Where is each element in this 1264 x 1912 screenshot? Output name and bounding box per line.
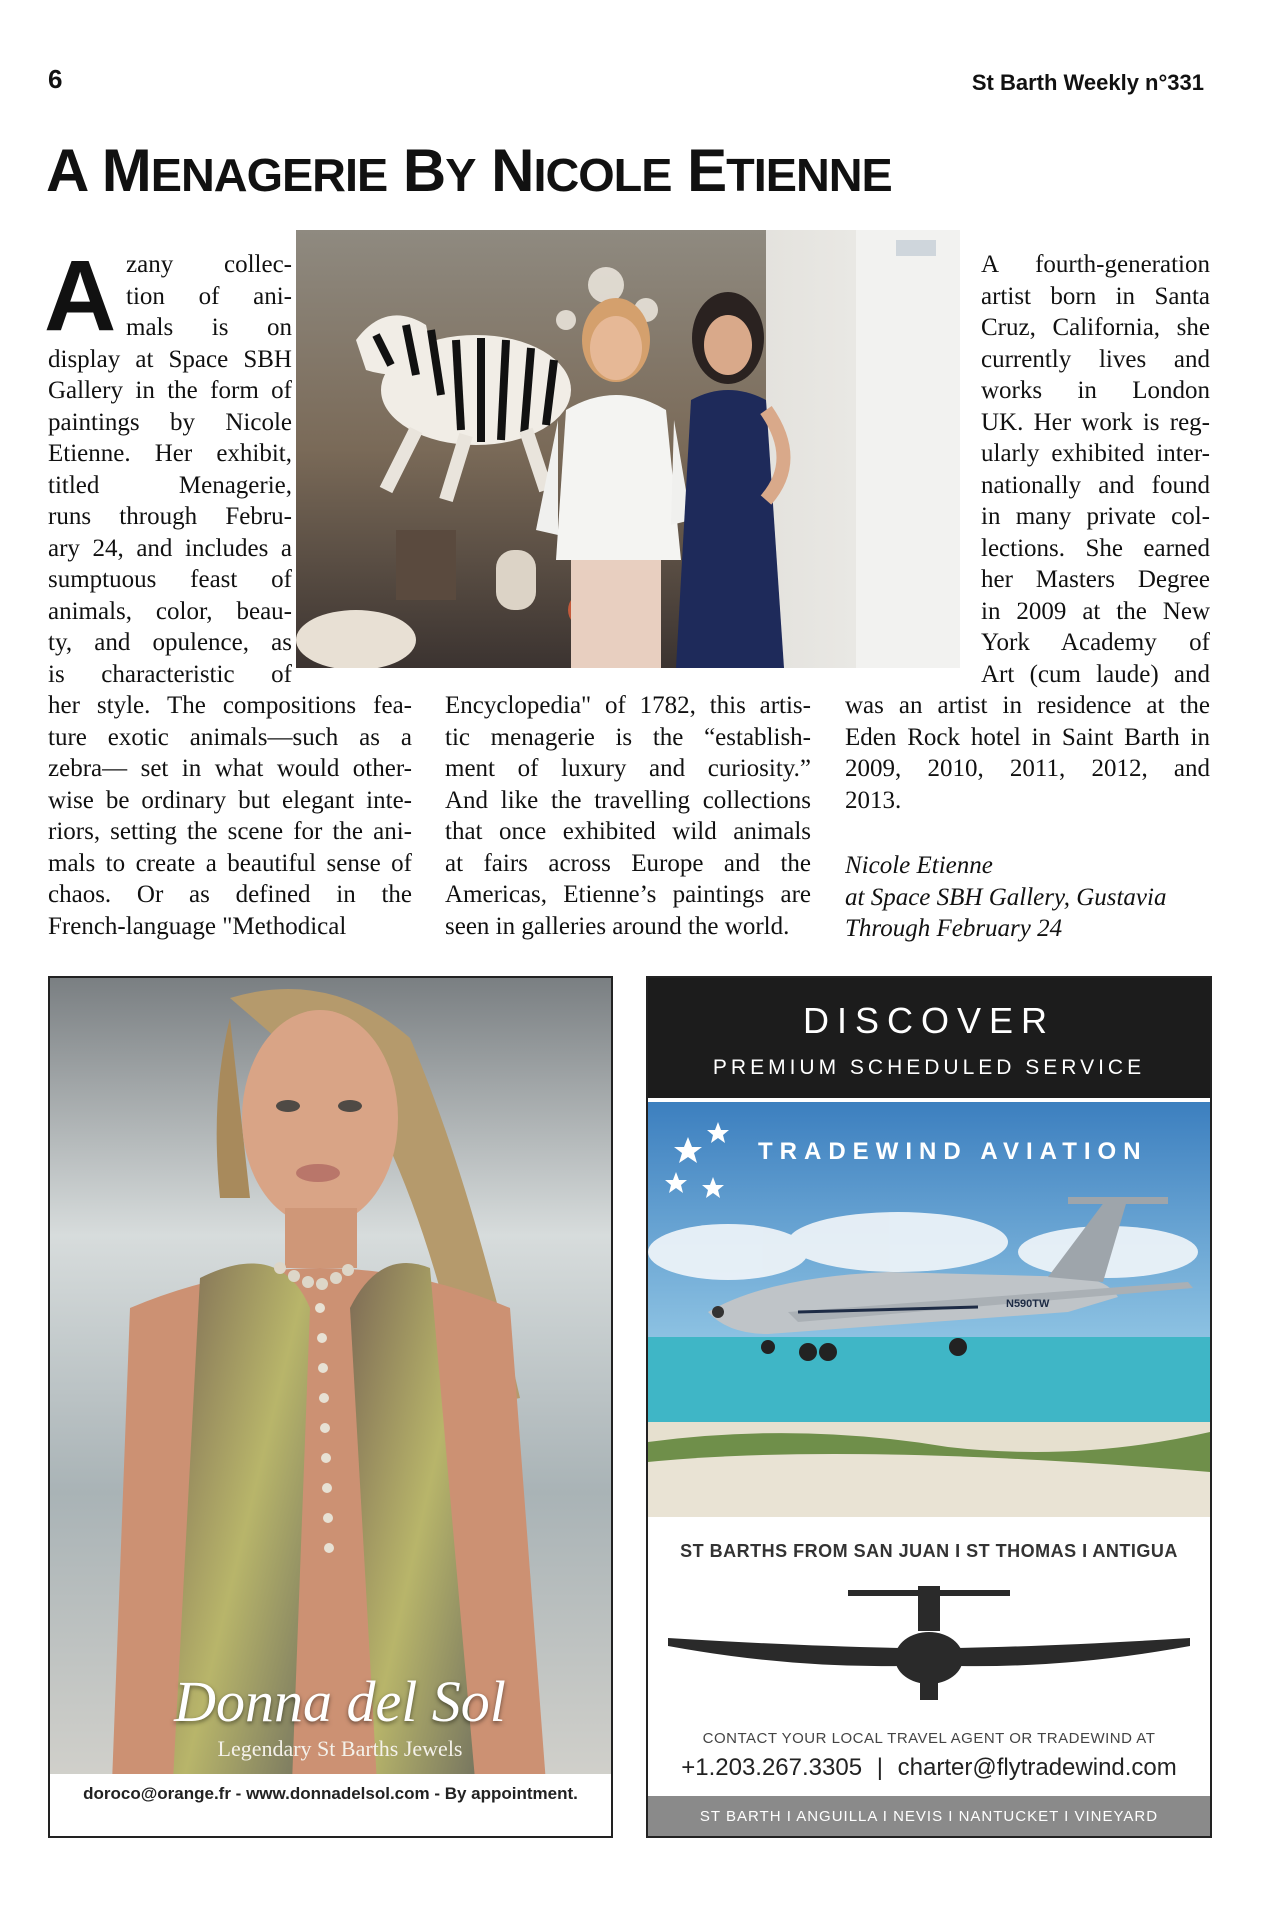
article-text-line: 2013. <box>845 786 902 814</box>
plane-silhouette-icon <box>648 1576 1210 1716</box>
article-text-line: in 2009 at the New <box>981 597 1210 625</box>
donna-del-sol-logo: Donna del Sol <box>174 1669 506 1734</box>
article-text-line: ment of luxury and curiosity.” <box>445 755 811 782</box>
publication-issue: St Barth Weekly n°331 <box>971 70 1204 95</box>
ad-tradewind-aviation[interactable] <box>646 976 1212 1838</box>
article-text-line: Encyclopedia" of 1782, this artis- <box>445 692 811 719</box>
article-text-line: artist born in Santa <box>981 282 1210 310</box>
article-column-2 <box>445 690 811 942</box>
article-text-line: tion of ani- <box>126 282 292 310</box>
article-text-line: that once exhibited wild animals <box>445 818 811 845</box>
article-text-line: seen in galleries around the world. <box>445 912 790 940</box>
article-text-line: 2009, 2010, 2011, 2012, and <box>845 755 1210 782</box>
tail-number: N590TW <box>1006 1298 1050 1310</box>
tradewind-brand: TRADEWIND AVIATION <box>758 1138 1148 1165</box>
article-title: A MENAGERIE BY NICOLE ETIENNE <box>46 137 892 204</box>
article-text-line: animals, color, beau- <box>48 597 292 625</box>
article-text-line: lections. She earned <box>981 534 1210 562</box>
article-text-line: Americas, Etienne’s paintings are <box>445 881 811 908</box>
article-text-line: ty, and opulence, as <box>48 629 292 656</box>
article-text-line: wise be ordinary but elegant inte- <box>48 786 412 814</box>
drop-cap: A <box>44 240 117 352</box>
article-text-line: currently lives and <box>981 345 1210 373</box>
article-text-line: UK. Her work is reg- <box>981 408 1210 436</box>
article-text-line: is characteristic of <box>48 660 292 688</box>
article-text-line: in many private col- <box>981 503 1210 530</box>
article-text-line: nationally and found <box>981 471 1210 499</box>
article-text-line: ularly exhibited inter- <box>981 440 1210 467</box>
ad-donna-del-sol[interactable] <box>48 976 613 1838</box>
donna-tagline: Legendary St Barths Jewels <box>217 1736 463 1761</box>
article-text-line: chaos. Or as defined in the <box>48 881 412 908</box>
routes-text: ST BARTHS FROM SAN JUAN I ST THOMAS I ANTIGUA <box>680 1541 1178 1561</box>
gallery-photo <box>296 230 960 668</box>
article-text-line: at fairs across Europe and the <box>445 849 811 877</box>
article-text-line: York Academy of <box>981 629 1210 656</box>
article-text-line: zebra— set in what would other- <box>48 755 412 782</box>
phone-number[interactable]: +1.203.267.3305 <box>681 1754 863 1781</box>
contact-separator: | <box>876 1754 883 1781</box>
destinations-text: ST BARTH I ANGUILLA I NEVIS I NANTUCKET I VINEYARD <box>699 1808 1159 1825</box>
contact-line: CONTACT YOUR LOCAL TRAVEL AGENT OR TRADEWIND AT <box>702 1730 1156 1747</box>
donna-contact[interactable]: doroco@orange.fr - www.donnadelsol.com - By appointment. <box>83 1784 578 1803</box>
article-text-line: mals is on <box>126 314 292 341</box>
article-text-line: her Masters Degree <box>981 566 1210 593</box>
article-text-line: titled Menagerie, <box>48 471 292 499</box>
article-text-line: display at Space SBH <box>48 345 292 373</box>
article-text-line: Gallery in the form of <box>48 377 292 404</box>
article-text-line: ary 24, and includes a <box>48 534 292 562</box>
article-text-line: ture exotic animals—such as a <box>48 723 412 751</box>
premium-service-subheading: PREMIUM SCHEDULED SERVICE <box>712 1056 1146 1079</box>
article-text-line: paintings by Nicole <box>48 408 292 436</box>
article-text-line: Etienne. Her exhibit, <box>48 440 292 467</box>
article-text-line: And like the travelling collections <box>445 786 811 814</box>
article-text-line: tic menagerie is the “establish- <box>445 723 811 751</box>
photo-caption: Nicole Etienne at Space SBH Gallery, Gustavia Through February 24 <box>845 852 1167 942</box>
article-text-line: her style. The compositions fea- <box>48 692 412 719</box>
article-text-line: Art (cum laude) and <box>981 660 1210 688</box>
article-text-line: French-language "Methodical <box>48 912 347 940</box>
article-text-line: Eden Rock hotel in Saint Barth in <box>845 723 1210 751</box>
article-text-line: works in London <box>981 377 1210 404</box>
article-text-line: Cruz, California, she <box>981 314 1210 341</box>
discover-heading: DISCOVER <box>802 1000 1056 1041</box>
contact-details <box>648 1754 1210 1782</box>
article-text-line: was an artist in residence at the <box>845 692 1210 719</box>
article-text-line: A fourth-generation <box>981 251 1210 278</box>
page-number: 6 <box>48 64 63 94</box>
article-text-line: sumptuous feast of <box>48 566 292 593</box>
article-text-line: mals to create a beautiful sense of <box>48 849 412 877</box>
article-text-line: runs through Febru- <box>48 503 292 530</box>
email-address[interactable]: charter@flytradewind.com <box>897 1754 1177 1781</box>
article-text-line: riors, setting the scene for the ani- <box>48 818 412 845</box>
article-text-line: zany collec- <box>126 251 292 278</box>
gallery-photo-illustration <box>296 230 960 668</box>
